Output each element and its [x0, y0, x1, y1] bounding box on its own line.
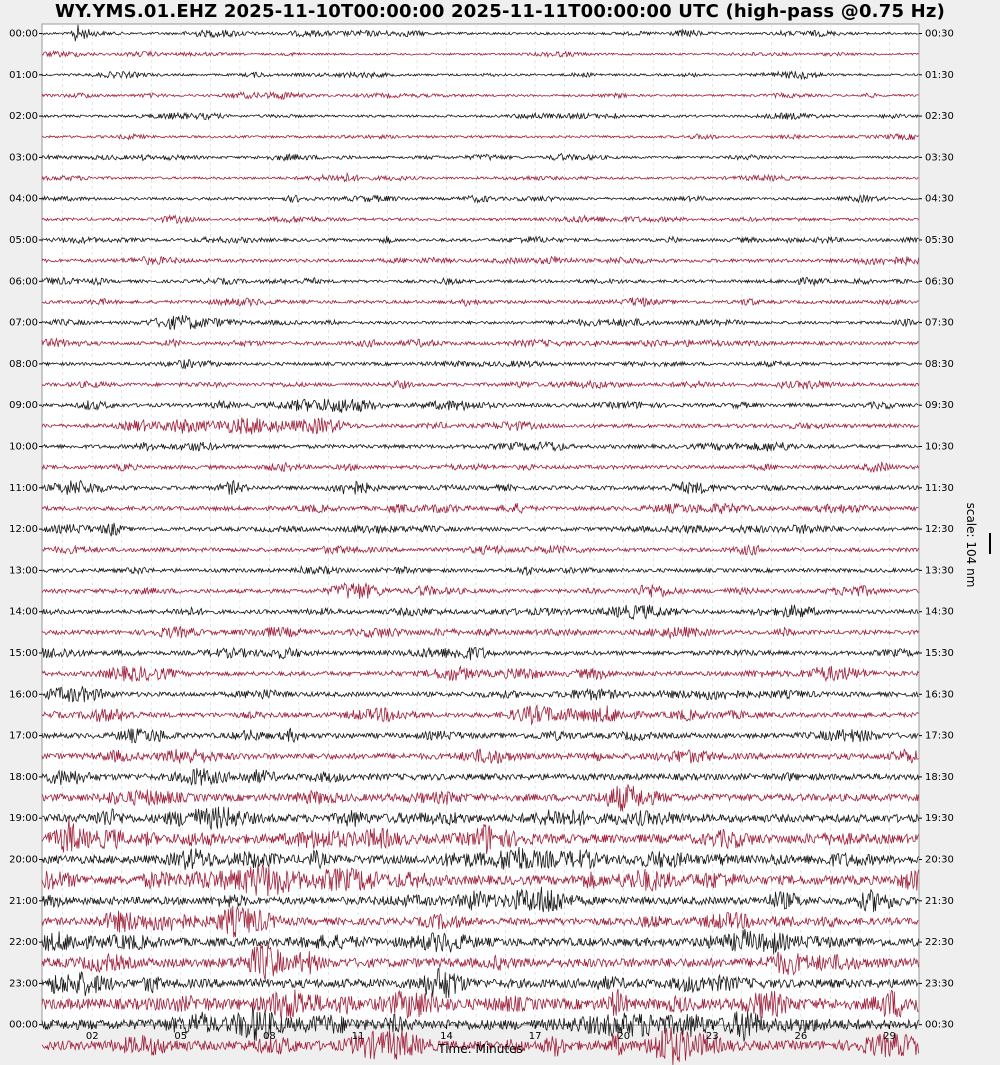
x-tick-label: 05: [174, 1031, 188, 1042]
right-time-label: 17:30: [925, 730, 954, 742]
x-tick-label: 11: [351, 1031, 365, 1042]
left-time-label: 10:00: [9, 441, 38, 453]
left-time-label: 12:00: [9, 524, 38, 536]
right-time-label: 15:30: [925, 648, 954, 659]
right-time-label: 03:30: [925, 152, 954, 164]
right-time-label: 22:30: [925, 937, 954, 949]
x-tick-label: 17: [528, 1031, 542, 1042]
right-time-label: 23:30: [925, 978, 954, 990]
right-time-label: 12:30: [925, 524, 954, 536]
right-time-label: 10:30: [925, 441, 954, 453]
x-axis-label: Time: Minutes: [438, 1042, 523, 1056]
left-time-label: 19:00: [9, 813, 38, 825]
chart-title: WY.YMS.01.EHZ 2025-11-10T00:00:00 2025-11-11T00:00:00 UTC (high-pass @0.75 Hz): [54, 1, 946, 22]
right-time-label: 14:30: [925, 606, 954, 618]
x-tick-label: 14: [440, 1031, 453, 1042]
left-time-label: 00:00: [9, 1019, 38, 1031]
left-time-label: 22:00: [9, 937, 38, 949]
left-time-label: 21:00: [9, 895, 38, 907]
right-time-label: 04:30: [925, 193, 954, 205]
plot-area: [42, 24, 919, 1025]
left-time-label: 09:00: [9, 400, 38, 412]
left-time-label: 06:00: [9, 276, 38, 288]
right-time-label: 07:30: [925, 317, 954, 329]
right-time-label: 00:30: [925, 1019, 954, 1031]
left-time-label: 15:00: [9, 648, 38, 659]
right-time-label: 08:30: [925, 358, 954, 370]
right-time-label: 00:30: [925, 28, 954, 40]
x-tick-label: 23: [705, 1031, 719, 1042]
left-time-label: 00:00: [9, 28, 38, 40]
left-time-label: 18:00: [9, 771, 38, 783]
right-time-label: 06:30: [925, 276, 954, 288]
right-time-label: 21:30: [925, 895, 954, 907]
left-time-label: 20:00: [9, 854, 38, 866]
left-time-label: 04:00: [9, 193, 38, 205]
left-time-label: 03:00: [9, 152, 38, 164]
right-time-label: 09:30: [925, 400, 954, 412]
right-time-label: 11:30: [925, 482, 954, 494]
x-tick-label: 02: [85, 1031, 99, 1042]
left-time-label: 14:00: [9, 606, 38, 618]
scale-label: [964, 503, 978, 588]
right-time-label: 20:30: [925, 854, 954, 866]
right-time-label: 19:30: [925, 813, 954, 825]
x-tick-label: 20: [617, 1031, 631, 1042]
left-time-label: 13:00: [9, 565, 38, 577]
left-time-label: 23:00: [9, 978, 38, 990]
left-time-label: 07:00: [9, 317, 38, 329]
left-time-label: 16:00: [9, 689, 38, 701]
right-time-label: 02:30: [925, 111, 954, 123]
left-time-label: 05:00: [9, 235, 38, 246]
right-time-label: 16:30: [925, 689, 954, 701]
right-time-label: 05:30: [925, 235, 954, 246]
x-tick-label: 29: [883, 1031, 896, 1042]
left-time-label: 02:00: [9, 111, 38, 123]
left-time-label: 01:00: [9, 69, 38, 81]
left-time-label: 08:00: [9, 358, 38, 370]
right-time-label: 13:30: [925, 565, 954, 577]
x-tick-label: 26: [794, 1031, 808, 1042]
right-time-label: 18:30: [925, 771, 954, 783]
right-time-label: 01:30: [925, 69, 954, 81]
left-time-label: 11:00: [9, 482, 38, 494]
left-time-label: 17:00: [9, 730, 38, 742]
x-tick-label: 08: [263, 1031, 276, 1042]
scale-label-text: scale: 104 nm: [964, 502, 978, 588]
